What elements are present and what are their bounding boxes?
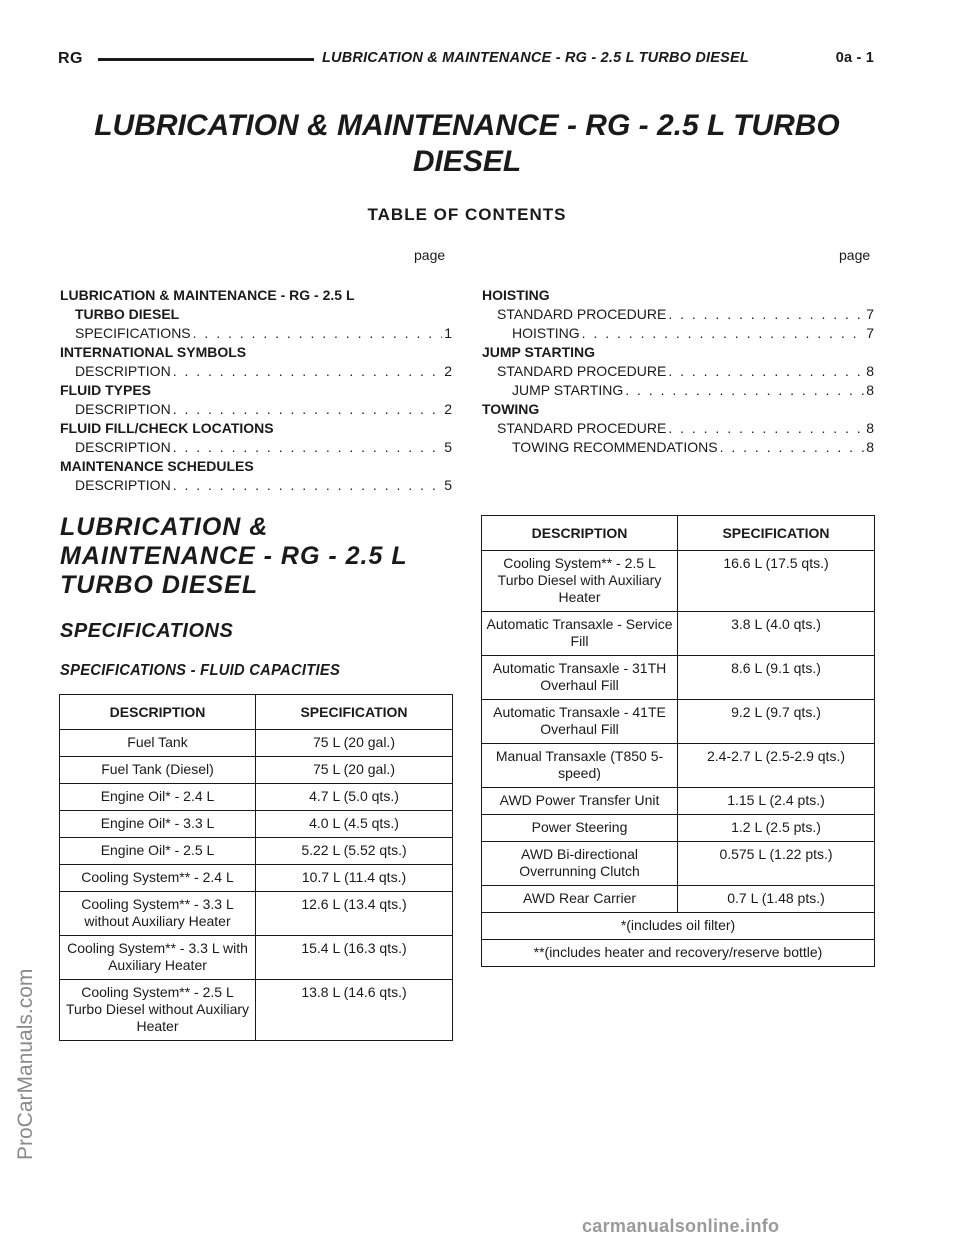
table-header-row [482,516,875,551]
cell-specification: 75 L (20 gal.) [256,730,453,757]
toc-entry-label: STANDARD PROCEDURE [497,363,667,379]
toc-dot-leader [173,438,443,457]
table-row [482,656,875,700]
cell-specification: 9.2 L (9.7 qts.) [678,700,875,744]
toc-entry-label: STANDARD PROCEDURE [497,420,667,436]
footer-watermark: carmanualsonline.info [582,1216,780,1236]
table-row [482,815,875,842]
toc-entry[interactable] [60,324,452,343]
toc-entry-label: HOISTING [512,325,580,341]
cell-description: Engine Oil* - 2.5 L [60,838,256,865]
table-row [482,788,875,815]
toc-dot-leader [625,381,864,400]
header-section-code: RG [58,50,83,67]
table-row [482,842,875,886]
cell-specification: 1.2 L (2.5 pts.) [678,815,875,842]
table-row [60,784,453,811]
table-row [482,551,875,612]
cell-specification: 5.22 L (5.52 qts.) [256,838,453,865]
cell-specification: 4.7 L (5.0 qts.) [256,784,453,811]
column-header-specification: SPECIFICATION [678,516,875,551]
table-note-row [482,913,875,940]
side-watermark: ProCarManuals.com [14,968,37,1160]
toc-entry-page: 7 [866,306,874,322]
toc-heading: LUBRICATION & MAINTENANCE - RG - 2.5 L [60,287,355,303]
toc-right-column [482,286,874,457]
cell-specification: 0.575 L (1.22 pts.) [678,842,875,886]
cell-description: Fuel Tank [60,730,256,757]
table-row [60,838,453,865]
cell-description: Cooling System** - 2.4 L [60,865,256,892]
table-row [60,980,453,1041]
cell-specification: 10.7 L (11.4 qts.) [256,865,453,892]
toc-entry[interactable] [60,476,452,495]
toc-entry-label: DESCRIPTION [75,401,171,417]
toc-entry-page: 1 [444,325,452,341]
cell-specification: 15.4 L (16.3 qts.) [256,936,453,980]
toc-entry[interactable] [60,438,452,457]
table-row [60,892,453,936]
cell-description: Automatic Transaxle - 41TE Overhaul Fill [482,700,678,744]
header-running-title [322,50,874,66]
toc-heading: JUMP STARTING [482,344,596,360]
cell-description: Power Steering [482,815,678,842]
cell-description: Cooling System** - 3.3 L with Auxiliary Heater [60,936,256,980]
fluid-capacities-table-left [59,694,453,1041]
toc-dot-leader [582,324,865,343]
cell-description: AWD Rear Carrier [482,886,678,913]
toc-left-column [60,286,452,495]
toc-entry-page: 2 [444,363,452,379]
toc-heading: TOWING [482,401,540,417]
table-row [60,865,453,892]
toc-dot-leader [720,438,865,457]
cell-description: Cooling System** - 2.5 L Turbo Diesel with Auxiliary Heater [482,551,678,612]
toc-entry[interactable] [482,324,874,343]
cell-specification: 75 L (20 gal.) [256,757,453,784]
toc-page-label-left: page [414,247,446,263]
toc-dot-leader [173,476,443,495]
toc-entry[interactable] [482,362,874,381]
toc-entry-page: 8 [866,363,874,379]
cell-specification: 0.7 L (1.48 pts.) [678,886,875,913]
table-row [482,700,875,744]
cell-description: Cooling System** - 2.5 L Turbo Diesel without Auxiliary Heater [60,980,256,1041]
toc-entry-label: SPECIFICATIONS [75,325,191,341]
table-row [482,886,875,913]
toc-entry[interactable] [60,400,452,419]
column-header-specification: SPECIFICATION [256,695,453,730]
cell-description: AWD Power Transfer Unit [482,788,678,815]
toc-entry-page: 2 [444,401,452,417]
toc-entry-page: 7 [866,325,874,341]
toc-dot-leader [668,362,864,381]
header-page-number: 0a - 1 [835,50,874,66]
header-title-text: LUBRICATION & MAINTENANCE - RG - 2.5 L TURBO DIESEL [322,50,749,66]
toc-heading: MAINTENANCE SCHEDULES [60,458,254,474]
subsubsection-title: SPECIFICATIONS - FLUID CAPACITIES [60,662,341,679]
toc-entry-page: 8 [866,439,874,455]
toc-title: TABLE OF CONTENTS [367,205,567,224]
table-row [482,744,875,788]
toc-dot-leader [173,362,443,381]
cell-description: Engine Oil* - 3.3 L [60,811,256,838]
cell-specification: 8.6 L (9.1 qts.) [678,656,875,700]
column-header-description: DESCRIPTION [482,516,678,551]
fluid-capacities-table-right [481,515,875,967]
subsection-title: SPECIFICATIONS [60,620,234,642]
cell-description: Engine Oil* - 2.4 L [60,784,256,811]
section-title: LUBRICATION & MAINTENANCE - RG - 2.5 L TURBO DIESEL [60,513,408,599]
column-header-description: DESCRIPTION [60,695,256,730]
table-row [60,811,453,838]
cell-specification: 3.8 L (4.0 qts.) [678,612,875,656]
toc-entry-label: JUMP STARTING [512,382,624,398]
toc-dot-leader [668,419,864,438]
toc-entry-label: TOWING RECOMMENDATIONS [512,439,718,455]
toc-heading: FLUID TYPES [60,382,152,398]
table-note: *(includes oil filter) [482,913,875,940]
toc-entry[interactable] [60,362,452,381]
cell-specification: 1.15 L (2.4 pts.) [678,788,875,815]
toc-entry-page: 5 [444,477,452,493]
toc-heading: TURBO DIESEL [75,306,180,322]
cell-specification: 12.6 L (13.4 qts.) [256,892,453,936]
cell-specification: 2.4-2.7 L (2.5-2.9 qts.) [678,744,875,788]
cell-description: Cooling System** - 3.3 L without Auxiliary Heater [60,892,256,936]
cell-description: Automatic Transaxle - Service Fill [482,612,678,656]
toc-entry[interactable] [482,305,874,324]
table-row [482,612,875,656]
cell-specification: 4.0 L (4.5 qts.) [256,811,453,838]
cell-description: Fuel Tank (Diesel) [60,757,256,784]
table-note-row [482,940,875,967]
page-title: LUBRICATION & MAINTENANCE - RG - 2.5 L TURBO DIESEL [94,109,840,178]
toc-entry-page: 8 [866,420,874,436]
toc-entry-page: 5 [444,439,452,455]
toc-entry-page: 8 [866,382,874,398]
cell-specification: 13.8 L (14.6 qts.) [256,980,453,1041]
toc-heading: FLUID FILL/CHECK LOCATIONS [60,420,274,436]
toc-entry[interactable] [482,419,874,438]
toc-heading: HOISTING [482,287,550,303]
toc-entry-label: DESCRIPTION [75,439,171,455]
toc-entry-label: STANDARD PROCEDURE [497,306,667,322]
toc-entry-label: DESCRIPTION [75,363,171,379]
toc-dot-leader [193,324,443,343]
table-note: **(includes heater and recovery/reserve bottle) [482,940,875,967]
cell-description: Automatic Transaxle - 31TH Overhaul Fill [482,656,678,700]
table-row [60,730,453,757]
cell-specification: 16.6 L (17.5 qts.) [678,551,875,612]
table-row [60,936,453,980]
toc-heading: INTERNATIONAL SYMBOLS [60,344,247,360]
toc-entry[interactable] [482,381,874,400]
toc-page-label-right: page [839,247,871,263]
table-row [60,757,453,784]
toc-entry-label: DESCRIPTION [75,477,171,493]
header-rule [98,58,314,61]
cell-description: Manual Transaxle (T850 5-speed) [482,744,678,788]
toc-dot-leader [668,305,864,324]
toc-entry[interactable] [482,438,874,457]
toc-dot-leader [173,400,443,419]
table-header-row [60,695,453,730]
cell-description: AWD Bi-directional Overrunning Clutch [482,842,678,886]
